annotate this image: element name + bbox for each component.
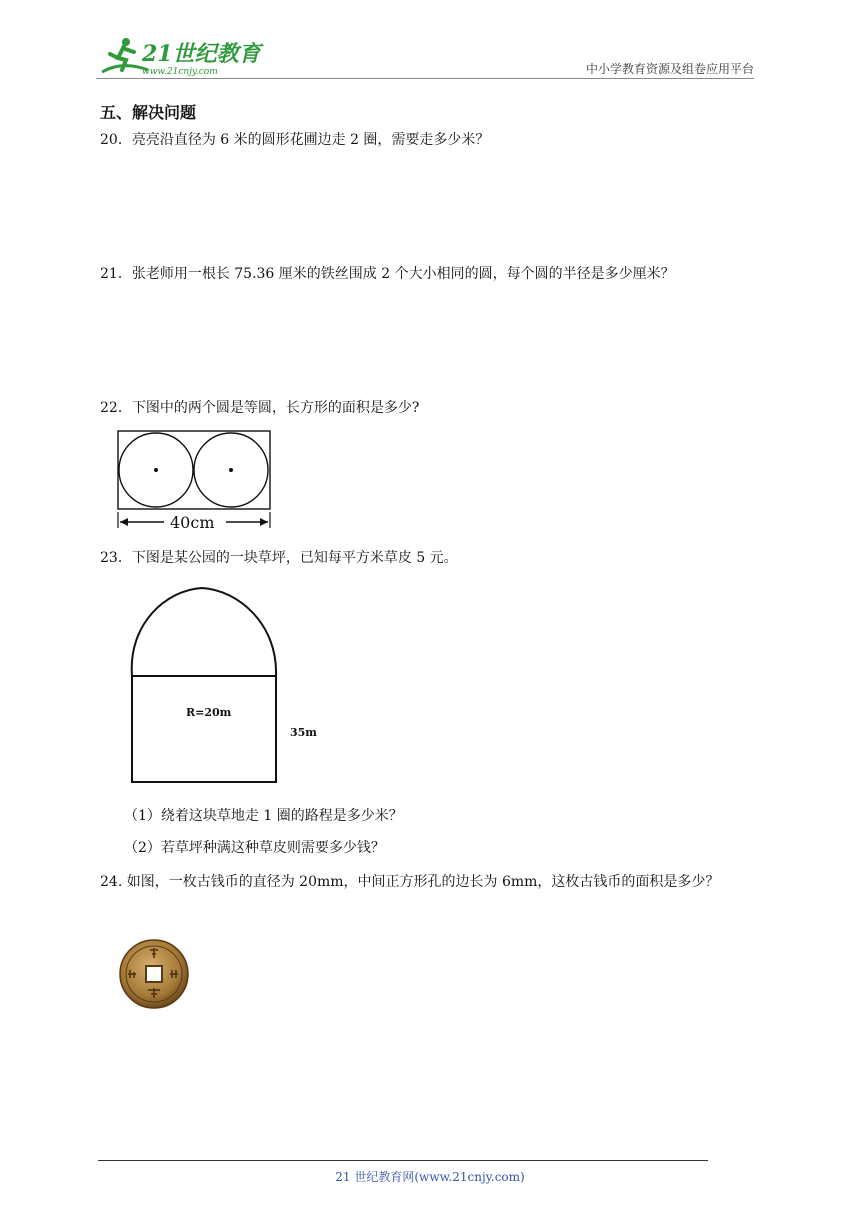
question-23-part-2: （2）若草坪种满这种草皮则需要多少钱？ (124, 840, 385, 856)
question-21: 21．张老师用一根长 75.36 厘米的铁丝围成 2 个大小相同的圆，每个圆的半径是多少厘米？ (100, 266, 675, 282)
question-23: 23．下图是某公园的一块草坪，已知每平方米草皮 5 元。 (100, 550, 458, 566)
question-23-part-1: （1）绕着这块草地走 1 圈的路程是多少米？ (124, 808, 403, 824)
width-label: 40cm (170, 513, 215, 532)
question-20: 20．亮亮沿直径为 6 米的圆形花圃边走 2 圈，需要走多少米？ (100, 132, 490, 148)
two-circles-figure (114, 428, 276, 536)
question-24: 24. 如图，一枚古钱币的直径为 20mm，中间正方形孔的边长为 6mm，这枚古钱币的面积是多少？ (100, 874, 720, 890)
section-title: 五、解决问题 (100, 103, 197, 122)
question-22: 22．下图中的两个圆是等圆，长方形的面积是多少? (100, 400, 420, 416)
footer-divider (98, 1160, 708, 1161)
ancient-coin-image (118, 938, 190, 1014)
footer-text: 21 世纪教育网(www.21cnjy.com) (335, 1170, 525, 1184)
lawn-figure (126, 584, 326, 794)
radius-label: R=20m (186, 706, 232, 719)
header-divider (96, 78, 754, 79)
logo-text: 21世纪教育 (142, 41, 261, 67)
platform-tagline: 中小学教育资源及组卷应用平台 (585, 62, 754, 76)
site-logo (96, 34, 266, 80)
logo-url-text: www.21cnjy.com (142, 67, 218, 77)
side-label: 35m (290, 726, 317, 739)
